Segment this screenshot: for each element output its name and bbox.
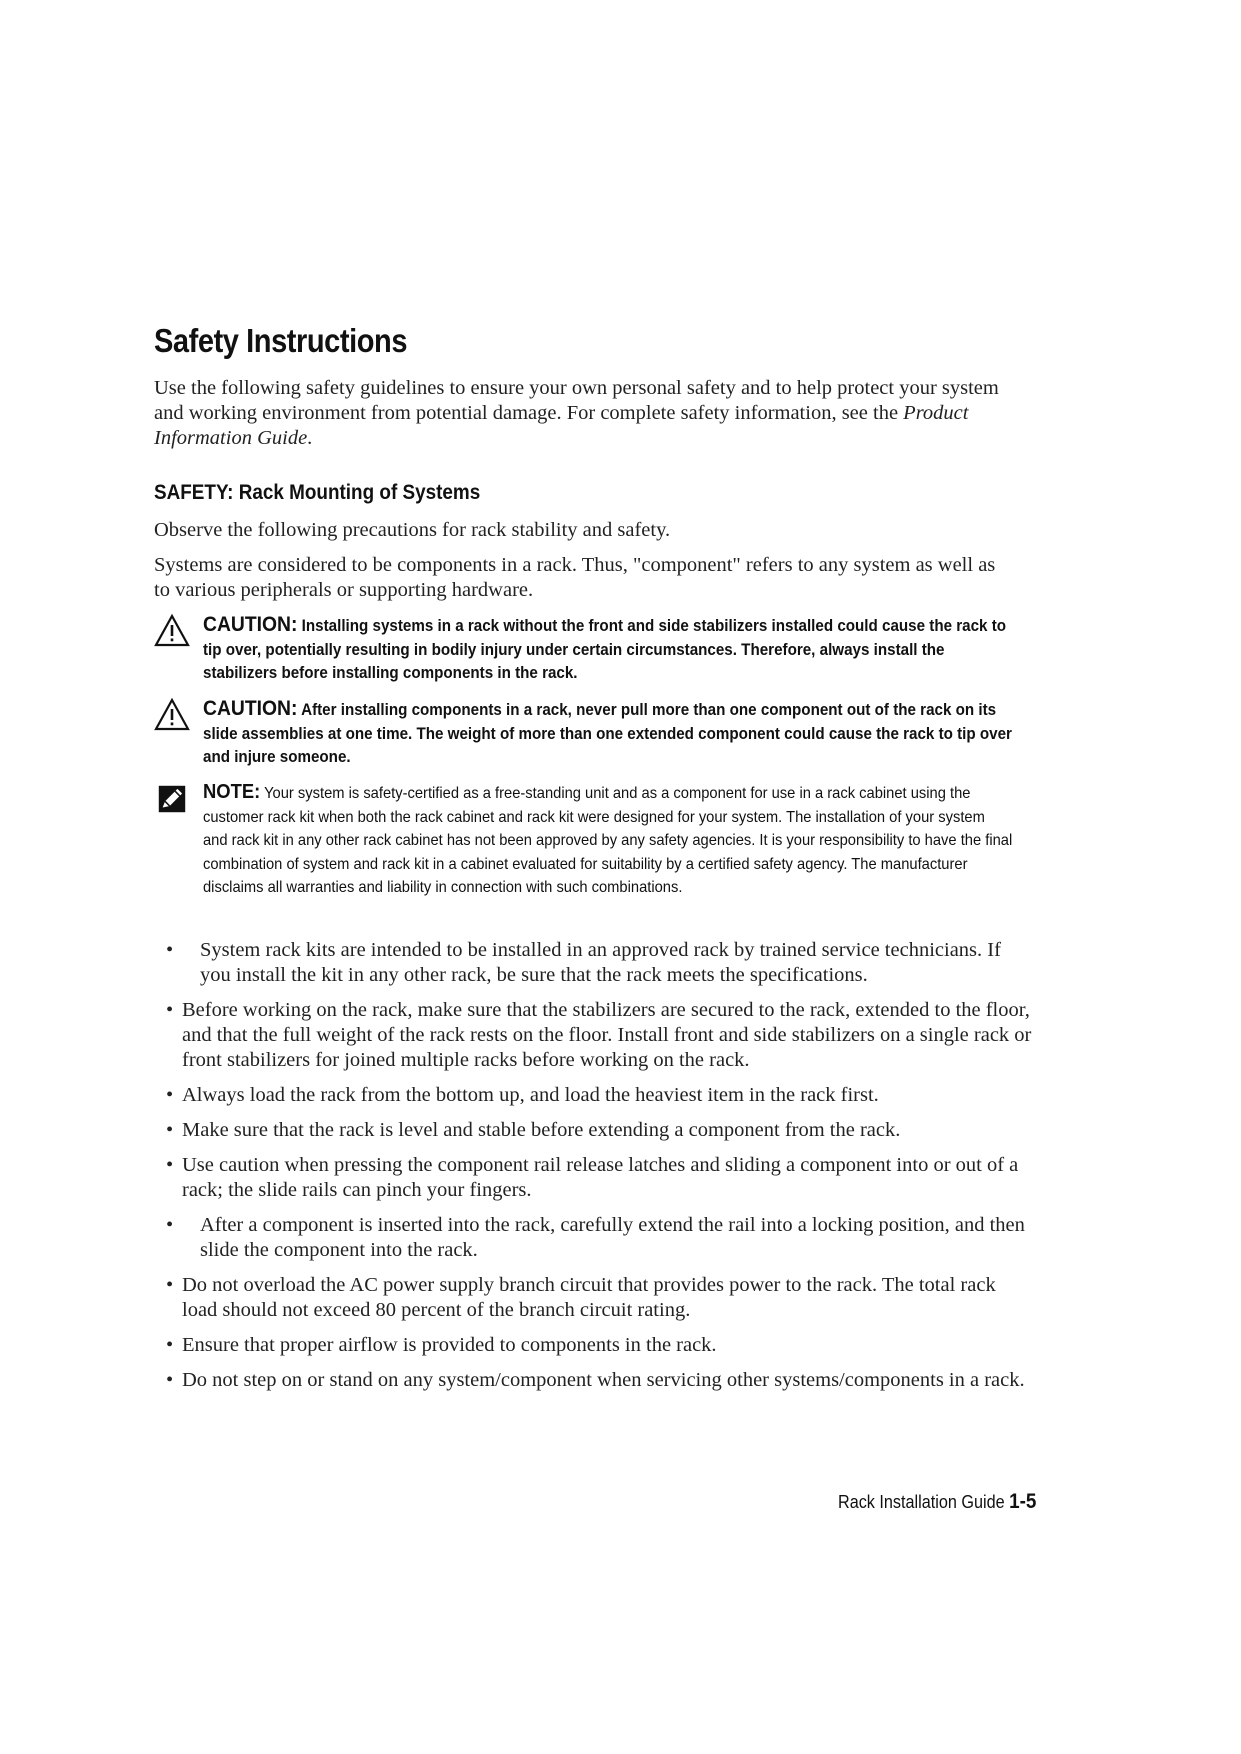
list-item: • Do not overload the AC power supply branch circuit that provides power to the rack. The total rack load should not exceed 80 percent of the branch circuit rating. [166,1274,996,1321]
page-title: Safety Instructions [154,322,408,359]
list-item: • Use caution when pressing the component rail release latches and sliding a component into or out of a rack; the slide rails can pinch your fingers. [166,1154,1019,1201]
intro-paragraph [154,376,1014,451]
page-footer [838,1490,1036,1514]
product-information-guide-reference: Product Information Guide [154,402,969,449]
caution-text [203,697,1013,770]
caution-body: After installing components in a rack, never pull more than one component out of the rack on its slide assemblies at one time. The weight of more than one extended component could cause the rack to tip over and injure someone. [203,701,1012,766]
caution-body: Installing systems in a rack without the front and side stabilizers installed could cause the rack to tip over, potentially resulting in bodily injury under certain circumstances. Therefore, always install the stabilizers before installing components in the rack. [203,617,1007,682]
note-icon [158,785,186,813]
list-item: • After a component is inserted into the rack, carefully extend the rail into a locking position, and then slide the component into the rack. [166,1214,1025,1261]
precautions-list [154,938,1034,1403]
list-item: • Always load the rack from the bottom up, and load the heaviest item in the rack first. [166,1084,879,1106]
section-heading: SAFETY: Rack Mounting of Systems [154,481,481,504]
page-number: 1-5 [1009,1490,1037,1513]
note-text [203,781,1013,900]
caution-label: CAUTION: [203,697,298,720]
intro-end: . [307,427,313,449]
note-body: Your system is safety-certified as a free-standing unit and as a component for use in a rack cabinet using the customer rack kit when both the rack cabinet and rack kit were designed for your system. The installation of your system and rack kit in any other rack cabinet has not been approved by any safety agencies. It is your responsibility to have the final combination of system and rack kit in a cabinet evaluated for suitability by a certified safety agency. The manufacturer disclaims all warranties and liability in connection with such combinations. [203,785,1013,896]
caution-label: CAUTION: [203,613,298,636]
intro-text: Use the following safety guidelines to ensure your own personal safety and to help protect your system and working environment from potential damage. For complete safety information, see the [154,377,999,424]
caution-icon [154,613,190,649]
caution-text [203,613,1013,686]
caution-icon [154,697,190,733]
list-item: • System rack kits are intended to be installed in an approved rack by trained service technicians. If you install the kit in any other rack, be sure that the rack meets the specifications. [166,939,1001,986]
components-paragraph: Systems are considered to be components in a rack. Thus, "component" refers to any system as well as to various peripherals or supporting hardware. [154,554,996,601]
list-item: • Before working on the rack, make sure that the stabilizers are secured to the rack, extended to the floor, and that the full weight of the rack rests on the floor. Install front and side stabilizers on a single rack or front stabilizers for joined multiple racks before working on the rack. [166,999,1032,1071]
precautions-paragraph: Observe the following precautions for rack stability and safety. [154,519,671,541]
list-item: • Ensure that proper airflow is provided to components in the rack. [166,1334,717,1356]
list-item: • Make sure that the rack is level and stable before extending a component from the rack. [166,1119,901,1141]
footer-guide-title: Rack Installation Guide [838,1492,1005,1512]
note-label: NOTE: [203,781,261,803]
list-item: • Do not step on or stand on any system/component when servicing other systems/components in a rack. [166,1369,1025,1391]
